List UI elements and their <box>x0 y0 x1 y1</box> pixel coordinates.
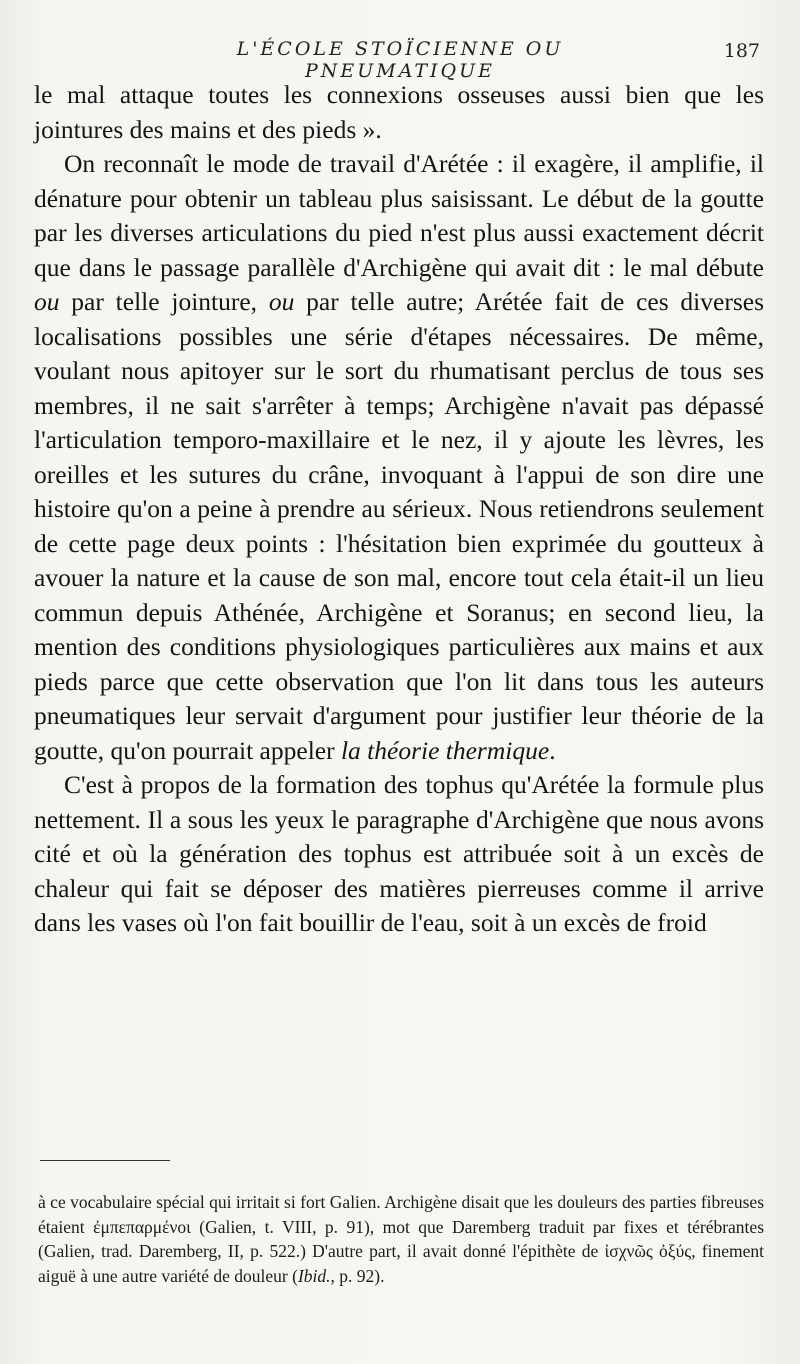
italic-ou-2: ou <box>268 287 295 316</box>
footnote-rule <box>40 1160 170 1161</box>
footnote-greek-1: ἐμπεπαρμένοι <box>93 1216 191 1237</box>
paragraph-2-end: . <box>549 735 556 765</box>
italic-theorie-thermique: la théorie thermique <box>340 735 550 765</box>
running-title: L'ÉCOLE STOÏCIENNE OU PNEUMATIQUE <box>236 38 564 82</box>
paragraph-2-mid: par telle jointure, <box>59 287 269 316</box>
paragraph-3 <box>34 768 764 941</box>
page-number: 187 <box>723 40 760 62</box>
paragraph-2 <box>34 147 764 768</box>
paragraph-2-rest: par telle autre; Arétée fait de ces diverses localisations possibles une série d'étapes nécessaires. De même, voulant nous apitoyer sur le sort du rhumatisant perclus de tous ses membres, il ne sait s'arrêter à temps; Archigène n'avait pas dépassé l'articulation temporo-maxillaire et le nez, il y ajoute les lèvres, les oreilles et les sutures du crâne, invoquant à l'appui de son dire une histoire qu'on a peine à prendre au sérieux. Nous retiendrons seulement de cette page deux points : l'hésitation bien exprimée du goutteux à avouer la nature et la cause de son mal, encore tout cela était-il un lieu commun depuis Athénée, Archigène et Soranus; en second lieu, la mention des conditions physiologiques particulières aux mains et aux pieds parce que cette observation que l'on lit dans tous les auteurs pneumatiques leur servait d'argument pour justifier leur théorie de la goutte, qu'on pourrait appeler <box>34 287 764 765</box>
paragraph-3-text: C'est à propos de la formation des tophus qu'Arétée la formule plus nettement. Il a sous les yeux le paragraphe d'Archigène que nous avons cité et où la génération des tophus est attribuée soit à un excès de chaleur qui fait se déposer des matières pierreuses comme il arrive dans les vases où l'on fait bouillir de l'eau, soit à un excès de froid <box>34 770 764 937</box>
footnote-greek-2: ἰσχνῶς ὀξύς <box>604 1241 692 1261</box>
footnote-ibid: Ibid. <box>297 1265 331 1286</box>
footnote <box>38 1190 764 1288</box>
footnote-part-3: , finement aiguë à une autre variété de douleur ( <box>38 1241 765 1286</box>
main-text <box>34 78 764 941</box>
footnote-part-1: à ce vocabulaire spécial qui irritait si fort Galien. Archigène disait que les douleurs des parties fibreuses étaient <box>38 1192 764 1237</box>
paragraph-1-text: le mal attaque toutes les connexions osseuses aussi bien que les jointures des mains et des pieds ». <box>34 80 764 144</box>
paragraph-2-text: On reconnaît le mode de travail d'Arétée : il exagère, il amplifie, il dénature pour obtenir un tableau plus saisissant. Le début de la goutte par les diverses articulations du pied n'est plus aussi exactement décrit que dans le passage parallèle d'Archigène qui avait dit : le mal débute <box>34 149 764 282</box>
paragraph-1 <box>34 78 764 147</box>
footnote-part-4: , p. 92). <box>330 1265 385 1286</box>
italic-ou-1: ou <box>34 287 60 316</box>
footnote-text <box>38 1190 764 1288</box>
footnote-part-2: (Galien, t. VIII, p. 91), mot que Daremberg traduit par fixes et térébrantes (Galien, trad. Daremberg, II, p. 522.) D'autre part, il avait donné l'épithète de <box>38 1216 764 1261</box>
